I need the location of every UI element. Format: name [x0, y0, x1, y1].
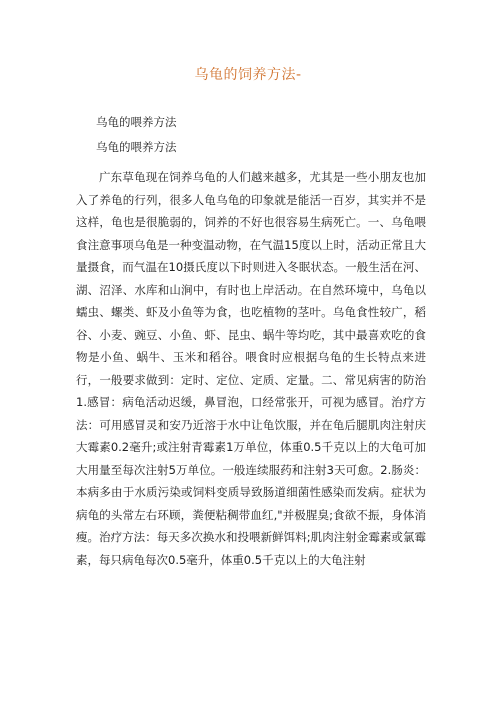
body-paragraph: 广东草龟现在饲养乌龟的人们越来越多，尤其是一些小朋友也加入了养龟的行列，很多人龟乌龟的印象就是能活一百岁，其实并不是这样，龟也是很脆弱的，饲养的不好也很容易生病死亡。一、乌龟喂食注意事项乌龟是一种变温动物，在气温15度以上时，活动正常且大量摄食，而气温在10摄氏度以下时则进入冬眠状态。一般生活在河、湖、沼泽、水库和山涧中，有时也上岸活动。在自然环境中，乌龟以蠕虫、螺类、虾及小鱼等为食，也吃植物的茎叶。乌龟食性较广，稻谷、小麦、豌豆、小鱼、虾、昆虫、蜗牛等均吃，其中最喜欢吃的食物是小鱼、蜗牛、玉米和稻谷。喂食时应根据乌龟的生长特点来进行，一般要求做到：定时、定位、定质、定量。二、常见病害的防治1.感冒：病龟活动迟缓，鼻冒泡，口经常张开，可视为感冒。治疗方法：可用感冒灵和安乃近溶于水中让龟饮服，并在龟后腿肌肉注射庆大霉素0.2毫升;或注射青霉素1万单位，体重0.5千克以上的大龟可加大用量至每次注射5万单位。一般连续服药和注射3天可愈。2.肠炎：本病多由于水质污染或饲料变质导致肠道细菌性感染而发病。症状为病龟的头常左右环顾，粪便粘稠带血红,"并极腥臭;食欲不振，身体消瘦。治疗方法：每天多次换水和投喂新鲜饵料;肌肉注射金霉素或氯霉素，每只病龟每次0.5毫升，体重0.5千克以上的大龟注射 — [76, 170, 426, 567]
section-heading-2: 乌龟的喂养方法 — [96, 140, 177, 154]
section-heading-1: 乌龟的喂养方法 — [96, 115, 177, 129]
document-title: 乌龟的饲养方法- — [194, 67, 302, 83]
